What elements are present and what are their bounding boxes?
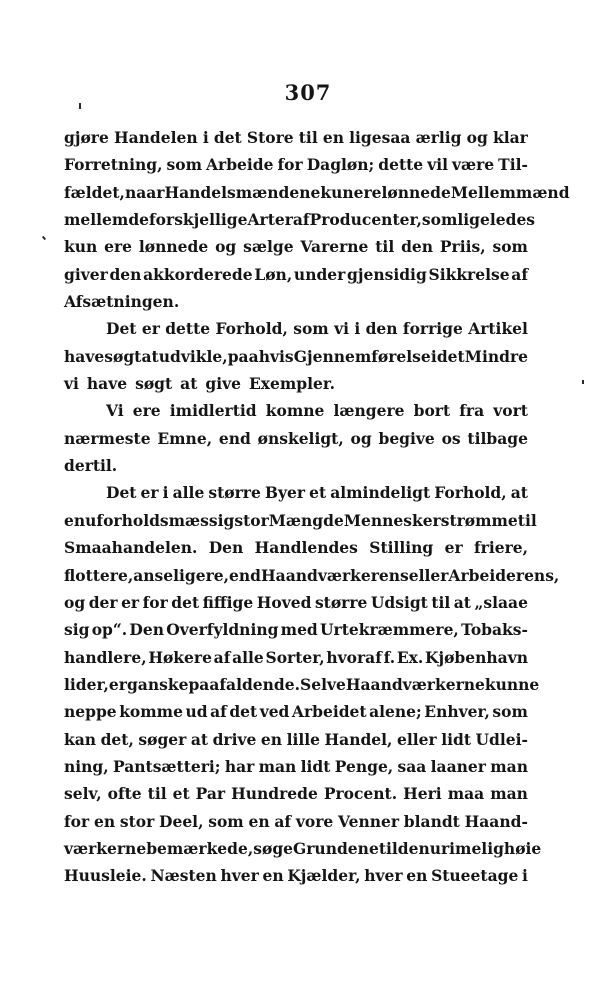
- word: bort: [413, 401, 451, 421]
- word: ærlig: [415, 128, 462, 147]
- word: man: [490, 784, 528, 804]
- word: vort: [493, 401, 528, 421]
- word: Forhold,: [215, 319, 288, 339]
- word: som: [492, 237, 528, 257]
- ink-speck: [582, 380, 584, 384]
- word: at: [510, 483, 528, 503]
- word: en: [262, 866, 284, 886]
- word: blandt: [403, 811, 460, 831]
- word: til: [375, 237, 395, 257]
- word: man: [490, 756, 528, 776]
- word: Sorter,: [265, 647, 325, 667]
- word: kun: [320, 182, 354, 202]
- word: paafaldende.: [188, 674, 301, 694]
- word: har: [224, 756, 255, 776]
- word: søgt: [135, 374, 173, 394]
- word: hvoraf: [326, 647, 382, 667]
- page-number: 307: [284, 80, 332, 105]
- word: en: [260, 729, 283, 749]
- word: fiffige: [202, 592, 254, 612]
- word: som: [421, 210, 458, 230]
- word: selv,: [64, 784, 102, 804]
- word: Gjennemførelse: [293, 346, 431, 366]
- body-text: [64, 124, 570, 890]
- word: handlere,: [64, 647, 147, 667]
- word: udvikle,: [158, 346, 228, 366]
- word: Haandværkerne: [345, 674, 485, 694]
- word: de: [128, 210, 150, 230]
- word: og: [64, 592, 86, 612]
- ink-speck: [79, 103, 81, 109]
- text-line: [64, 671, 540, 698]
- word: f.: [383, 647, 396, 667]
- word: Den: [129, 620, 164, 640]
- word: friere,: [473, 538, 528, 558]
- word: Pantsætteri;: [112, 756, 221, 776]
- text-line: [64, 479, 528, 506]
- word: en: [406, 866, 428, 886]
- word: i: [354, 319, 361, 339]
- word: af: [292, 210, 310, 230]
- text-line: [64, 151, 528, 178]
- word: alle: [172, 483, 205, 503]
- word: er: [108, 674, 127, 694]
- word: Penge,: [334, 756, 394, 776]
- word: af: [210, 702, 227, 722]
- text-line: [64, 206, 536, 233]
- word: fældet,: [64, 182, 125, 202]
- word: laaner: [430, 756, 486, 776]
- word: hver: [364, 866, 403, 886]
- word: ere: [104, 237, 133, 257]
- word: Høkere: [148, 647, 212, 667]
- word: Mindre: [464, 346, 528, 366]
- word: der: [88, 592, 118, 612]
- word: nærmeste: [64, 428, 151, 448]
- word: med: [280, 620, 318, 640]
- word: at: [141, 346, 159, 366]
- word: værkerne: [64, 838, 147, 858]
- word: søge: [253, 838, 294, 858]
- word: Hundrede: [231, 784, 318, 804]
- word: Handlendes: [254, 538, 358, 558]
- word: Mennesker: [343, 510, 441, 530]
- word: Haandværkerens: [261, 565, 409, 585]
- word: paa: [227, 346, 259, 366]
- word: den: [109, 264, 142, 284]
- word: Deel,: [159, 811, 204, 831]
- text-line: [64, 726, 528, 753]
- word: Handelsmændene: [164, 182, 321, 202]
- text-line: [64, 616, 528, 643]
- text-line: [64, 589, 528, 616]
- word: vi: [334, 319, 349, 339]
- word: neppe: [64, 702, 117, 722]
- text-line: [64, 534, 528, 561]
- word: mellem: [64, 210, 129, 230]
- word: Arbeidet: [291, 702, 367, 722]
- word: Heri: [403, 784, 442, 804]
- word: Løn,: [254, 264, 293, 284]
- word: urimelig: [429, 838, 504, 858]
- word: gjøre: [64, 128, 109, 147]
- word: en: [248, 811, 270, 831]
- word: og: [350, 428, 372, 448]
- word: og: [215, 237, 237, 257]
- word: Udlei-: [475, 729, 528, 749]
- word: ere: [132, 401, 161, 421]
- word: flottere,: [64, 565, 134, 585]
- word: klar: [493, 128, 528, 147]
- word: komme: [119, 702, 183, 722]
- word: ønskeligt,: [257, 428, 344, 448]
- word: Udsigt: [370, 592, 428, 612]
- word: Arter: [247, 210, 293, 230]
- word: længere: [333, 401, 405, 421]
- word: til: [378, 838, 398, 858]
- word: til: [298, 128, 318, 147]
- word: dette: [165, 319, 211, 339]
- word: det: [171, 592, 200, 612]
- word: det: [229, 702, 258, 722]
- word: Hoved: [256, 592, 312, 612]
- word: eller: [408, 565, 449, 585]
- text-line: [64, 835, 542, 862]
- word: Kjælder,: [287, 866, 361, 886]
- word: have: [64, 346, 105, 366]
- word: en: [64, 510, 86, 530]
- word: det,: [100, 729, 134, 749]
- word: en: [93, 811, 116, 831]
- word: Det: [106, 483, 137, 503]
- word: høie: [503, 838, 542, 858]
- word: vi: [64, 374, 79, 394]
- word: hver: [220, 866, 259, 886]
- text-line: [64, 370, 528, 397]
- word: bemærkede,: [146, 838, 254, 858]
- word: forrige: [402, 319, 463, 339]
- text-line: [64, 562, 560, 589]
- word: og: [466, 128, 488, 147]
- word: Varerne: [300, 237, 369, 257]
- word: vore: [295, 811, 334, 831]
- word: Ex.: [396, 647, 424, 667]
- word: Enhver,: [424, 702, 490, 722]
- word: søgt: [104, 346, 142, 366]
- text-line: [64, 780, 528, 807]
- word: Det: [106, 319, 137, 339]
- word: lille: [286, 729, 320, 749]
- word: kun: [64, 237, 98, 257]
- word: et: [172, 784, 190, 804]
- word: som: [293, 319, 329, 339]
- word: det: [213, 128, 242, 147]
- word: den: [365, 319, 398, 339]
- word: Dagløn;: [306, 155, 375, 175]
- word: Handelen: [113, 128, 198, 147]
- text-line: [64, 397, 528, 424]
- word: af: [213, 647, 231, 667]
- word: Mellemmænd: [450, 182, 570, 202]
- word: anseligere,: [133, 565, 230, 585]
- word: tilbage: [467, 428, 528, 448]
- word: Handel,: [324, 729, 393, 749]
- word: ved: [259, 702, 290, 722]
- word: komne: [265, 401, 325, 421]
- word: kunne: [484, 674, 540, 694]
- word: giver: [64, 264, 108, 284]
- word: Producenter,: [309, 210, 422, 230]
- word: gjensidig: [347, 264, 427, 284]
- word: Exempler.: [248, 374, 336, 394]
- word: hvis: [258, 346, 294, 366]
- text-line: [64, 124, 528, 151]
- word: til: [431, 592, 451, 612]
- word: til: [147, 784, 167, 804]
- word: „slaae: [474, 592, 528, 612]
- word: ud: [185, 702, 208, 722]
- word: søger: [138, 729, 187, 749]
- word: som: [208, 811, 244, 831]
- word: Afsætningen.: [64, 292, 180, 312]
- word: Forhold,: [434, 483, 507, 503]
- word: dertil.: [64, 456, 118, 476]
- word: drive: [212, 729, 257, 749]
- word: op“.: [91, 620, 128, 640]
- word: for: [277, 155, 303, 175]
- text-line: [64, 179, 570, 206]
- word: er: [444, 538, 463, 558]
- text-line: [64, 233, 528, 260]
- word: for: [64, 811, 90, 831]
- text-line: [64, 698, 528, 725]
- word: et: [309, 483, 327, 503]
- word: den: [401, 237, 434, 257]
- word: sig: [64, 620, 90, 640]
- text-line: [64, 288, 528, 315]
- word: er: [121, 592, 140, 612]
- word: større: [208, 483, 261, 503]
- word: akkorderede: [143, 264, 253, 284]
- word: det: [436, 346, 465, 366]
- word: begive: [378, 428, 435, 448]
- word: lønnede: [381, 182, 451, 202]
- word: Tobaks-: [461, 620, 528, 640]
- word: os: [441, 428, 461, 448]
- text-line: [64, 808, 528, 835]
- word: Store: [246, 128, 294, 147]
- word: ligesaa: [349, 128, 411, 147]
- word: Priis,: [439, 237, 486, 257]
- word: Den: [208, 538, 244, 558]
- word: maa: [447, 784, 485, 804]
- ink-speck: [42, 236, 46, 240]
- word: stor: [234, 510, 269, 530]
- word: Selve: [300, 674, 346, 694]
- word: forskjellige: [149, 210, 248, 230]
- word: at: [180, 374, 198, 394]
- text-line: [64, 261, 528, 288]
- word: Byer: [264, 483, 306, 503]
- word: større: [314, 592, 368, 612]
- word: i: [202, 128, 209, 147]
- word: Urtekræmmere,: [320, 620, 459, 640]
- text-line: [64, 644, 528, 671]
- word: kan: [64, 729, 97, 749]
- word: end: [229, 565, 261, 585]
- word: alle: [232, 647, 264, 667]
- word: i: [430, 346, 437, 366]
- text-line: [64, 452, 528, 479]
- word: Sikkrelse: [428, 264, 510, 284]
- word: at: [453, 592, 471, 612]
- text-line: [64, 425, 528, 452]
- word: have: [86, 374, 128, 394]
- word: ganske: [126, 674, 189, 694]
- word: Huusleie.: [64, 866, 147, 886]
- word: Venner: [338, 811, 400, 831]
- word: ligeledes: [457, 210, 536, 230]
- word: Kjøbenhavn: [425, 647, 528, 667]
- word: vil: [427, 155, 448, 175]
- word: Grundene: [293, 838, 379, 858]
- word: sælge: [243, 237, 294, 257]
- word: Til-: [498, 155, 528, 175]
- word: dette: [378, 155, 424, 175]
- text-line: [64, 507, 537, 534]
- word: Næsten: [150, 866, 217, 886]
- text-line: [64, 315, 528, 342]
- word: lidt: [441, 729, 471, 749]
- word: Arbeiderens,: [448, 565, 560, 585]
- word: en: [322, 128, 344, 147]
- word: Emne,: [157, 428, 213, 448]
- word: ofte: [107, 784, 142, 804]
- word: til: [517, 510, 537, 530]
- word: end: [218, 428, 251, 448]
- text-line: [64, 862, 528, 889]
- word: være: [452, 155, 495, 175]
- word: Artikel: [468, 319, 528, 339]
- word: i: [162, 483, 169, 503]
- word: Par: [195, 784, 226, 804]
- word: stor: [119, 811, 155, 831]
- word: Stueetage: [431, 866, 519, 886]
- word: ning,: [64, 756, 109, 776]
- word: almindeligt: [330, 483, 431, 503]
- word: Forretning,: [64, 155, 163, 175]
- word: i: [522, 866, 528, 886]
- word: saa: [397, 756, 427, 776]
- word: Mængde: [268, 510, 344, 530]
- word: lider,: [64, 674, 109, 694]
- word: uforholdsmæssig: [85, 510, 235, 530]
- word: lønnede: [138, 237, 209, 257]
- word: naar: [124, 182, 165, 202]
- word: Vi: [106, 401, 124, 421]
- word: for: [142, 592, 168, 612]
- word: strømme: [440, 510, 518, 530]
- word: give: [205, 374, 241, 394]
- word: man: [258, 756, 297, 776]
- word: ere: [353, 182, 382, 202]
- word: af: [511, 264, 528, 284]
- word: lidt: [300, 756, 331, 776]
- word: fra: [459, 401, 485, 421]
- word: Overfyldning: [166, 620, 279, 640]
- word: alene;: [369, 702, 422, 722]
- word: af: [274, 811, 292, 831]
- word: eller: [397, 729, 437, 749]
- text-line: [64, 343, 528, 370]
- word: at: [190, 729, 209, 749]
- word: Stilling: [369, 538, 434, 558]
- word: Haand-: [464, 811, 528, 831]
- word: Smaahandelen.: [64, 538, 198, 558]
- word: under: [293, 264, 346, 284]
- word: er: [140, 483, 159, 503]
- word: er: [141, 319, 160, 339]
- word: Procent.: [323, 784, 398, 804]
- word: den: [397, 838, 430, 858]
- word: imidlertid: [169, 401, 257, 421]
- word: Arbeide: [206, 155, 274, 175]
- word: som: [166, 155, 202, 175]
- text-line: [64, 753, 528, 780]
- word: som: [492, 702, 528, 722]
